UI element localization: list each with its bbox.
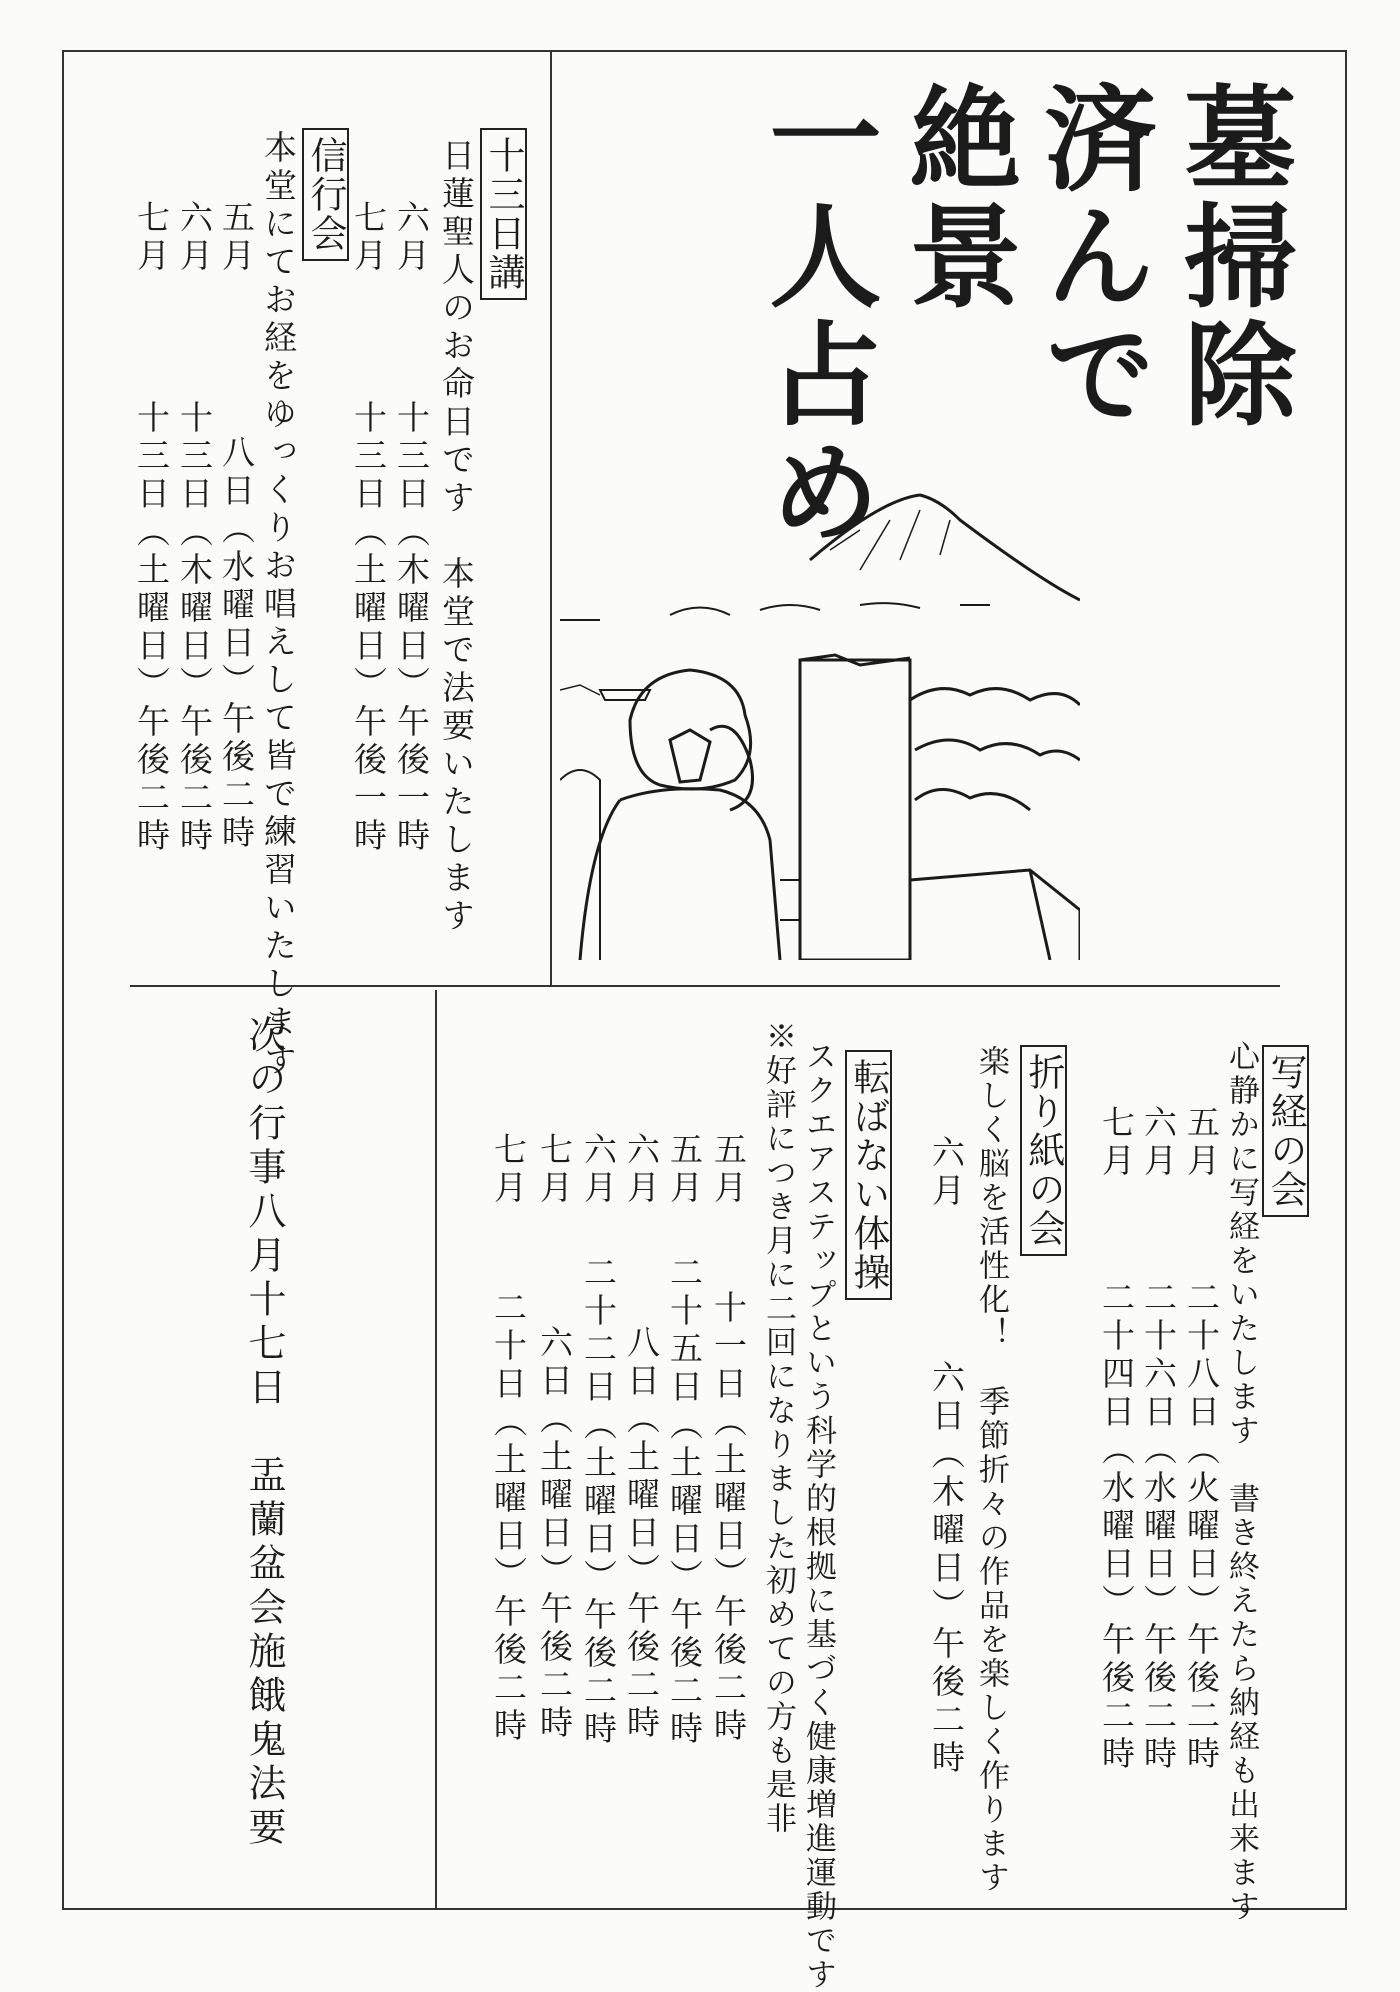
taiso-date-6: 二十日（土曜日）午後二時 xyxy=(489,1290,528,1746)
jusannichi-ko-month-2: 七月 xyxy=(349,200,388,276)
taiso-month-3: 六月 xyxy=(622,1132,661,1208)
shingyo-kai-month-1: 五月 xyxy=(217,200,256,276)
shingyo-kai-date-3: 十三日（土曜日）午後二時 xyxy=(132,400,171,856)
taiso-date-1: 十一日（土曜日）午後二時 xyxy=(709,1290,748,1746)
shakyo-kai-date-3: 二十四日（水曜日）午後二時 xyxy=(1097,1280,1136,1774)
shakyo-kai-desc: 心静かに写経をいたします 書き終えたら納経も出来ます xyxy=(1223,1040,1259,1924)
shakyo-kai-date-2: 二十六日（水曜日）午後二時 xyxy=(1139,1280,1178,1774)
divider-bottom-vertical xyxy=(435,990,437,1910)
origami-kai-month-1: 六月 xyxy=(927,1135,966,1211)
shingyo-kai-month-2: 六月 xyxy=(175,200,214,276)
taiso-date-2: 二十五日（土曜日）午後二時 xyxy=(665,1255,704,1749)
poem-line-4: 一人占め xyxy=(751,80,881,552)
shakyo-kai-month-3: 七月 xyxy=(1097,1105,1136,1181)
poem-line-2: 済んで xyxy=(1026,80,1156,434)
shingyo-kai-month-3: 七月 xyxy=(132,200,171,276)
origami-kai-date-1: 六日（木曜日）午後二時 xyxy=(927,1360,966,1778)
taiso-month-4: 六月 xyxy=(579,1132,618,1208)
jusannichi-ko-desc: 日蓮聖人のお命日です 本堂で法要いたします xyxy=(437,138,476,936)
shingyo-kai-date-1: 八日（水曜日）午後二時 xyxy=(217,435,256,853)
taiso-month-5: 七月 xyxy=(535,1132,574,1208)
shingyo-kai-desc: 本堂にてお経をゆっくりお唱えして皆で練習いたします xyxy=(259,130,298,1080)
divider-horizontal xyxy=(130,985,1280,987)
taiso-month-1: 五月 xyxy=(709,1132,748,1208)
jusannichi-ko-date-2: 十三日（土曜日）午後一時 xyxy=(349,400,388,856)
taiso-month-6: 七月 xyxy=(489,1132,528,1208)
jusannichi-ko-title: 十三日講 xyxy=(480,128,527,300)
divider-top-vertical xyxy=(550,50,552,985)
jusannichi-ko-month-1: 六月 xyxy=(392,200,431,276)
illustration-grave-fuji xyxy=(560,480,1080,960)
taiso-month-2: 五月 xyxy=(665,1132,704,1208)
origami-kai-title: 折り紙の会 xyxy=(1020,1045,1067,1256)
taiso-date-5: 六日（土曜日）午後二時 xyxy=(535,1325,574,1743)
next-event: 次の行事八月十七日 盂蘭盆会施餓鬼法要 xyxy=(242,1015,286,1851)
shingyo-kai-date-2: 十三日（木曜日）午後二時 xyxy=(175,400,214,856)
taiso-date-3: 八日（土曜日）午後二時 xyxy=(622,1325,661,1743)
taiso-desc: スクエアステップという科学的根拠に基づく健康増進運動です xyxy=(800,1040,836,1992)
taiso-date-4: 二十二日（土曜日）午後二時 xyxy=(579,1255,618,1749)
taiso-title: 転ばない体操 xyxy=(845,1050,892,1300)
shingyo-kai-title: 信行会 xyxy=(302,128,349,261)
taiso-note: ※好評につき月に二回になりました初めての方も是非 xyxy=(760,1020,796,1836)
poem-line-3: 絶景 xyxy=(891,80,1021,316)
shakyo-kai-date-1: 二十八日（火曜日）午後二時 xyxy=(1182,1280,1221,1774)
poem-line-1: 墓掃除 xyxy=(1166,80,1296,434)
shakyo-kai-month-2: 六月 xyxy=(1139,1105,1178,1181)
shakyo-kai-title: 写経の会 xyxy=(1262,1045,1309,1217)
origami-kai-desc: 楽しく脳を活性化！ 季節折々の作品を楽しく作ります xyxy=(973,1045,1009,1895)
shakyo-kai-month-1: 五月 xyxy=(1182,1105,1221,1181)
jusannichi-ko-date-1: 十三日（木曜日）午後一時 xyxy=(392,400,431,856)
